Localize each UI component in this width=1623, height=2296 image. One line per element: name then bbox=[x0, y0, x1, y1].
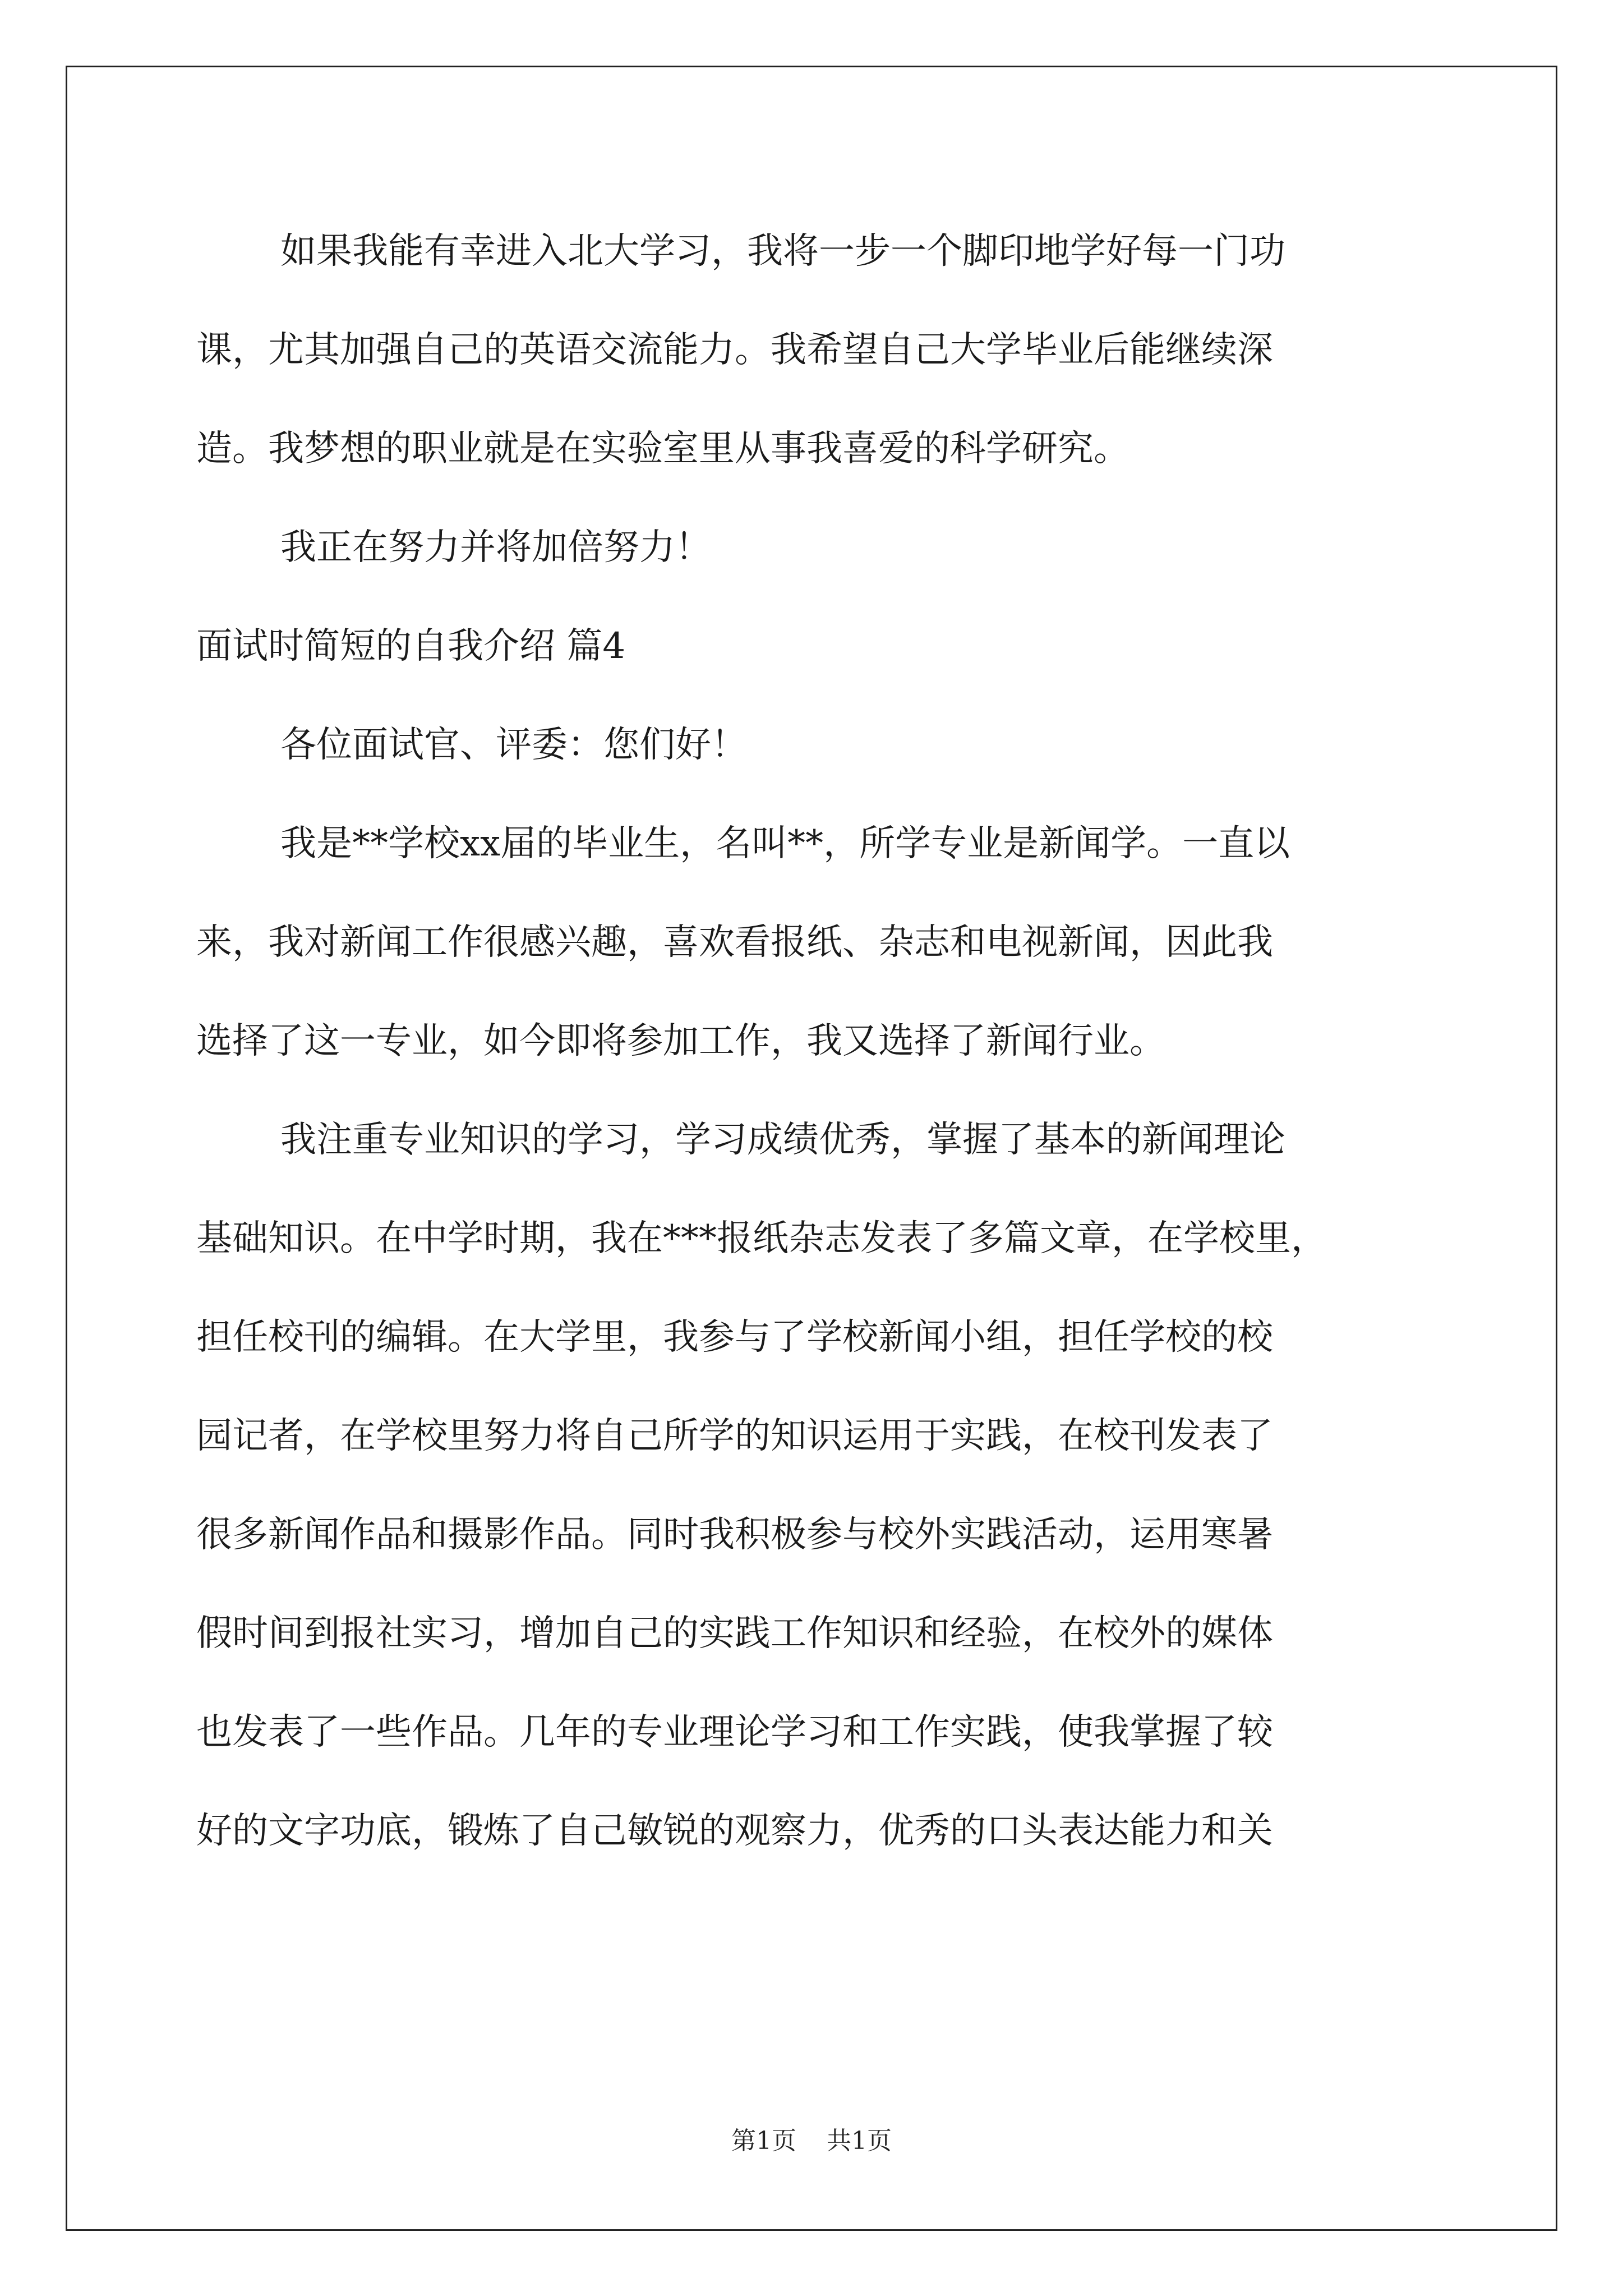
page-footer bbox=[0, 2120, 1623, 2156]
text-line: 课，尤其加强自己的英语交流能力。我希望自己大学毕业后能继续深 bbox=[196, 329, 1273, 371]
text-line: 选择了这一专业，如今即将参加工作，我又选择了新闻行业。 bbox=[196, 1020, 1165, 1062]
text-line: 我注重专业知识的学习，学习成绩优秀，掌握了基本的新闻理论 bbox=[280, 1119, 1285, 1161]
greeting-line: 各位面试官、评委：您们好！ bbox=[280, 724, 747, 766]
text-line: 担任校刊的编辑。在大学里，我参与了学校新闻小组，担任学校的校 bbox=[196, 1317, 1273, 1358]
page-total: 共1页 bbox=[827, 2127, 892, 2155]
text-line: 我是**学校xx届的毕业生，名叫**，所学专业是新闻学。一直以 bbox=[280, 823, 1290, 864]
text-line: 假时间到报社实习，增加自己的实践工作知识和经验，在校外的媒体 bbox=[196, 1613, 1273, 1654]
text-line: 好的文字功底，锻炼了自己敏锐的观察力，优秀的口头表达能力和关 bbox=[196, 1810, 1273, 1852]
text-line: 来，我对新闻工作很感兴趣，喜欢看报纸、杂志和电视新闻，因此我 bbox=[196, 922, 1273, 963]
text-line: 造。我梦想的职业就是在实验室里从事我喜爱的科学研究。 bbox=[196, 428, 1129, 470]
text-line: 很多新闻作品和摄影作品。同时我积极参与校外实践活动，运用寒暑 bbox=[196, 1514, 1273, 1556]
text-line: 我正在努力并将加倍努力！ bbox=[280, 527, 711, 568]
text-line: 园记者，在学校里努力将自己所学的知识运用于实践，在校刊发表了 bbox=[196, 1415, 1273, 1457]
page-number: 第1页 bbox=[731, 2127, 796, 2155]
text-line: 如果我能有幸进入北大学习，我将一步一个脚印地学好每一门功 bbox=[280, 231, 1285, 272]
document-body bbox=[196, 218, 1430, 1896]
text-line: 基础知识。在中学时期，我在***报纸杂志发表了多篇文章，在学校里， bbox=[196, 1218, 1327, 1259]
text-line: 也发表了一些作品。几年的专业理论学习和工作实践，使我掌握了较 bbox=[196, 1711, 1273, 1753]
section-heading: 面试时简短的自我介绍 篇4 bbox=[196, 625, 626, 667]
